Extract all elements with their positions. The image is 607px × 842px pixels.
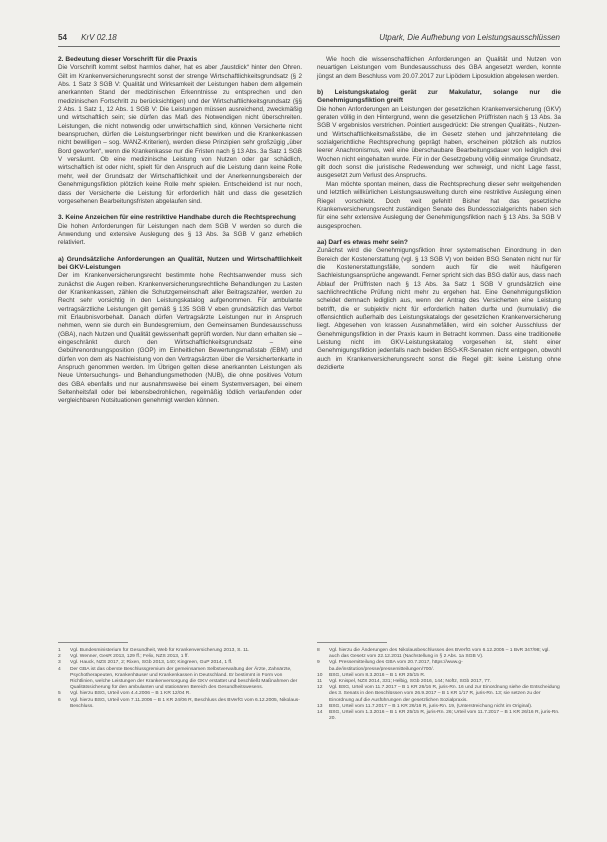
paragraph: Die Vorschrift kommt selbst harmlos daher, hat es aber „faustdick“ hinter den Ohren. Gilt im Krankenversicherungsrecht sonst der strenge Wirtschaftlichkeitsgrundsatz (§ 2 Abs. 1 Satz 3 SGB V: Qualität und Wirksamkeit der Leistungen haben dem allgemein anerkannten Stand der medizinischen Erkenntnisse zu entsprechen und den medizinischen Fortschritt zu berücksichtigen) und der Wirtschaftlichkeitsgrundsatz (§§ 2 Abs. 1 Satz 1, 12 Abs. 1 SGB V: Die Leistungen müssen ausreichend, zweckmäßig und wirtschaftlich sein; sie dürfen das Maß des Notwendigen nicht überschreiten. Leistungen, die nicht notwendig oder unwirtschaftlich sind, können Versicherte nicht beanspruchen, dürfen die Leistungserbringer nicht bewirken und die Krankenkassen nicht bewilligen – sog. WANZ-Kriterien), werden diese Prinzipien sehr großzügig „über Bord geworfen“, wenn die Krankenkasse nur die Fristen nach § 13 Abs. 3a Satz 1 SGB V versäumt. Ob eine medizinische Leistung von Nutzen oder gar schädlich, wirtschaftlich ist oder nicht, spielt für den Anspruch auf die Leistung dann keine Rolle mehr, weil der Grundsatz der Wirtschaftlichkeit und der Anerkennungsbereich der Genehmigungsfiktion plötzlich keine Rolle mehr spielen. Entscheidend ist nur noch, dass der Versicherte die Leistung für erforderlich hält und dass die gesetzlich vorgesehenen Bearbeitungsfristen abgelaufen sind.: [58, 64, 302, 205]
footnote-divider: [317, 642, 387, 643]
heading-aa: aa) Darf es etwas mehr sein?: [317, 238, 408, 246]
paragraph: Die hohen Anforderungen für Leistungen nach dem SGB V werden so durch die Anwendung und extensive Auslegung des § 13 Abs. 3a SGB V ganz erheblich relativiert.: [58, 222, 302, 247]
page-number: 54: [58, 33, 67, 42]
paragraph: Man möchte spontan meinen, dass die Rechtsprechung dieser sehr weitgehenden und letztlich willkürlichen Leistungsausweitung durch eine restriktive Auslegung einen Riegel vorschiebt. Doch weit gefehlt! Bisher hat das gesetzliche Krankenversicherungsrecht zuständigen Senate des Bundessozialgerichts haben sich für eine sehr extensive Auslegung der Genehmigungsfiktion nach § 13 Abs. 3a SGB V ausgesprochen.: [317, 180, 561, 230]
paragraph: Wie hoch die wissenschaftlichen Anforderungen an Qualität und Nutzen von neuartigen Leistungen vom Bundesausschuss des GBA angesetzt werden, konnte jüngst an dem Beschluss vom 20.07.2017 zur Lipödem Liposuktion abgelesen werden.: [317, 56, 561, 80]
left-column: [58, 56, 302, 636]
footnotes-right: [317, 648, 561, 722]
section-title: Utpark, Die Aufhebung von Leistungsausschlüssen: [379, 33, 560, 42]
footnote: 6 Vgl. hierzu BSG, Urteil vom 7.11.2006 – B 1 KR 24/06 R, Beschluss des BVerfG vom 6.12.2005, Nikolaus-Beschluss.: [58, 697, 300, 709]
footnote: 10 BSG, Urteil vom 8.3.2016 – B 1 KR 25/15 R.: [317, 672, 426, 678]
footnote: 13 BSG, Urteil vom 11.7.2017 – B 1 KR 26/16 R, juris-Rn. 19, (Unterstreichung nicht im Original).: [317, 703, 533, 709]
running-header: [58, 32, 560, 47]
header-left: [58, 32, 117, 44]
paragraph: Die hohen Anforderungen an Leistungen der gesetzlichen Krankenversicherung (GKV) geraten völlig in den Hintergrund, wenn die gesetzlichen Prüffristen nach § 13 Abs. 3a SGB V ergebnislos verstrichen. Pointiert ausgedrückt: Die strengen Qualitäts-, Nutzen- und Wirtschaftlichkeitsmaßstäbe, die im Gesetz stehen und jahrzehntelang die sozialgerichtliche Rechtsprechung geprägt haben, erscheinen plötzlich als nutzlos leerer Anachronismus, weil eine überschaubare Bearbeitungsdauer von lediglich drei Wochen nicht eingehalten wurde. Für in der Gesetzgebung völlig einmalige Grundsatz, gilt doch sonst die juristische Redewendung wer schweigt, und nicht Lage fasst, ausgesetzt zum Verlust des Anspruchs.: [317, 105, 561, 180]
footnote: 2 Vgl. Wenner, GesR 2013, 129 ff.; Felix, NZS 2013, 1 ff.: [58, 654, 189, 660]
heading-2: 2. Bedeutung dieser Vorschrift für die Praxis: [58, 56, 198, 63]
footnote: 12 Vgl. BSG, Urteil vom 11.7.2017 – B 1 KR 26/16 R, juris-Rn. 16 und zur Einordnung siehe die Entscheidung des 3. Senats in den Beschlüssen vom 26.9.2017 – B 1 KR 1/17 R, juris-Rn. 13; sie setzen zu der Einordnung auf die Ausführungen der gesetzlichen Sozialpraxis.: [317, 685, 560, 703]
footnote: 14 BSG, Urteil vom 1.3.2016 – B 1 KR 25/15 R, juris-Rn. 26; Urteil vom 11.7.2017 – B 1 KR 26/16 R, juris-Rn. 20.: [317, 710, 560, 722]
journal-name: KrV 02.18: [81, 33, 117, 42]
footnote: 5 Vgl. hierzu BSG, Urteil vom 4.4.2006 – B 1 KR 12/04 R.: [58, 691, 191, 697]
footnote-divider: [58, 642, 128, 643]
footnote: 11 Vgl. Knispel, NZS 2014, 331; Helbig, SGb 2016, 144; Noftz, SGb 2017, 77.: [317, 679, 492, 685]
footnotes-left: [58, 648, 302, 710]
footnote: 8 Vgl. hierzu die Änderungen des Nikolausbeschlusses des BVerfG vom 6.12.2005 – 1 BvR 347/98; vgl. auch das Gesetz vom 22.12.2011 (Nachstellung in § 2 Abs. 1a SGB V).: [317, 648, 550, 660]
heading-b: b) Leistungskatalog gerät zur Makulatur, solange nur die Genehmigungsfiktion greift: [317, 89, 561, 105]
footnote: 9 Vgl. Pressemitteilung des GBA vom 20.7.2017, https://www.g-ba.de/institution/presse/pressemitteilungen/700/.: [317, 660, 463, 672]
paragraph: Zunächst wird die Genehmigungsfiktion ihrer systematischen Einordnung in den Bereich der Kostenerstattung (vgl. § 13 SGB V) von beiden BSG Senaten nicht nur für die Kostenerstattungsfälle, sondern auch für die weit häufigeren Sachleistungsansprüche angewandt. Ferner spricht sich das BSG dafür aus, dass nach Ablauf der Prüffristen nach § 13 Abs. 3a Satz 1 SGB V grundsätzlich eine sachlichrechtliche Prüfung nicht mehr zu ergehen hat. Eine Genehmigungsfiktion scheidet demnach lediglich aus, wenn der Antrag des Versicherten eine Leistung betrifft, die er subjektiv nicht für erforderlich halten durfte und (kumulativ) die offensichtlich außerhalb des Leistungskatalogs der gesetzlichen Krankenversicherung liegt. Abgesehen von krassen Ausnahmefällen, wird ein solcher Ausschluss der Genehmigungsfiktion in der Praxis kaum in Betracht kommen. Dass eine traditionelle Leistung nicht im GKV-Leistungskatalog vorgesehen ist, steht einer Genehmigungsfiktion jedenfalls nach beiden BSG-KR-Senaten nicht entgegen, obwohl auch im Krankenversicherungsrecht sonst die Regel gilt: keine Leistung ohne dezidierte: [317, 247, 561, 372]
heading-a: a) Grundsätzliche Anforderungen an Qualität, Nutzen und Wirtschaftlichkeit bei GKV-Leistungen: [58, 255, 302, 271]
right-column: [317, 56, 561, 636]
paragraph: Der im Krankenversicherungsrecht bestimmte hohe Rechtsanwender muss sich zunächst die Augen reiben. Krankenversicherungsrechtliche Behandlungen zu Lasten der Krankenkassen, zählen die Schutzgemeinschaft aller Beitragszahler, werden zu Recht sehr vorsichtig in den Leistungskatalog aufgenommen. Für ambulante vertragsärztliche Leistungen gilt gemäß § 135 SGB V eben grundsätzlich das Verbot mit Erlaubnisvorbehalt. Danach dürfen Vertragsärzte Leistungen nur in Anspruch nehmen, wenn sie durch ein Bundesgremium, den Gemeinsamen Bundesausschuss (GBA), nach Nutzen und Qualität gewissenhaft geprüft worden. Nur dann erhalten sie – eingeschränkt durch den Wirtschaftlichkeitsgrundsatz – eine Gebührenordnungsposition (GOP) im Einheitlichen Bewertungsmaßstab (EBM) und dürfen von dem als Nachleistung von den Vertragsärzten über die Versichertenkarte in Anspruch genommen werden. Im Übrigen gelten diese anerkannten Leistungen als Neue Untersuchungs- und Behandlungsmethoden (NUB), die ohne positives Votum des GBA ebenfalls und nur ausnahmsweise bei einem Systemversagen, bei einem Seltenheitsfall oder bei lebensbedrohlichen, regelmäßig tödlich verlaufenden oder vergleichbaren Notsituationen genehmigt werden können.: [58, 272, 302, 405]
footnote: 3 Vgl. Hauck, NZS 2017, 2; Rixen, SGb 2013, 140; Kingreen, GuP 2014, 1 ff.: [58, 660, 233, 666]
heading-3: 3. Keine Anzeichen für eine restriktive Handhabe durch die Rechtsprechung: [58, 214, 296, 222]
footnote: 4 Der GBA ist das oberste Beschlussgremium der gemeinsamen Selbstverwaltung der Ärzte, Zahnärzte, Psychotherapeuten, Krankenhäuser und Krankenkassen in Deutschland. Er bestimmt in Form von Richtlinien, welche Leistungen der Krankenversorgung die GKV erstattet und beschließt Maßnahmen der Qualitätssicherung für den ambulanten und stationären Bereich des Gesundheitswesens.: [58, 666, 298, 691]
footnote: 1 Vgl. Bundesministerium für Gesundheit, Web für Krankenversicherung 2013, S. 11.: [58, 648, 250, 653]
